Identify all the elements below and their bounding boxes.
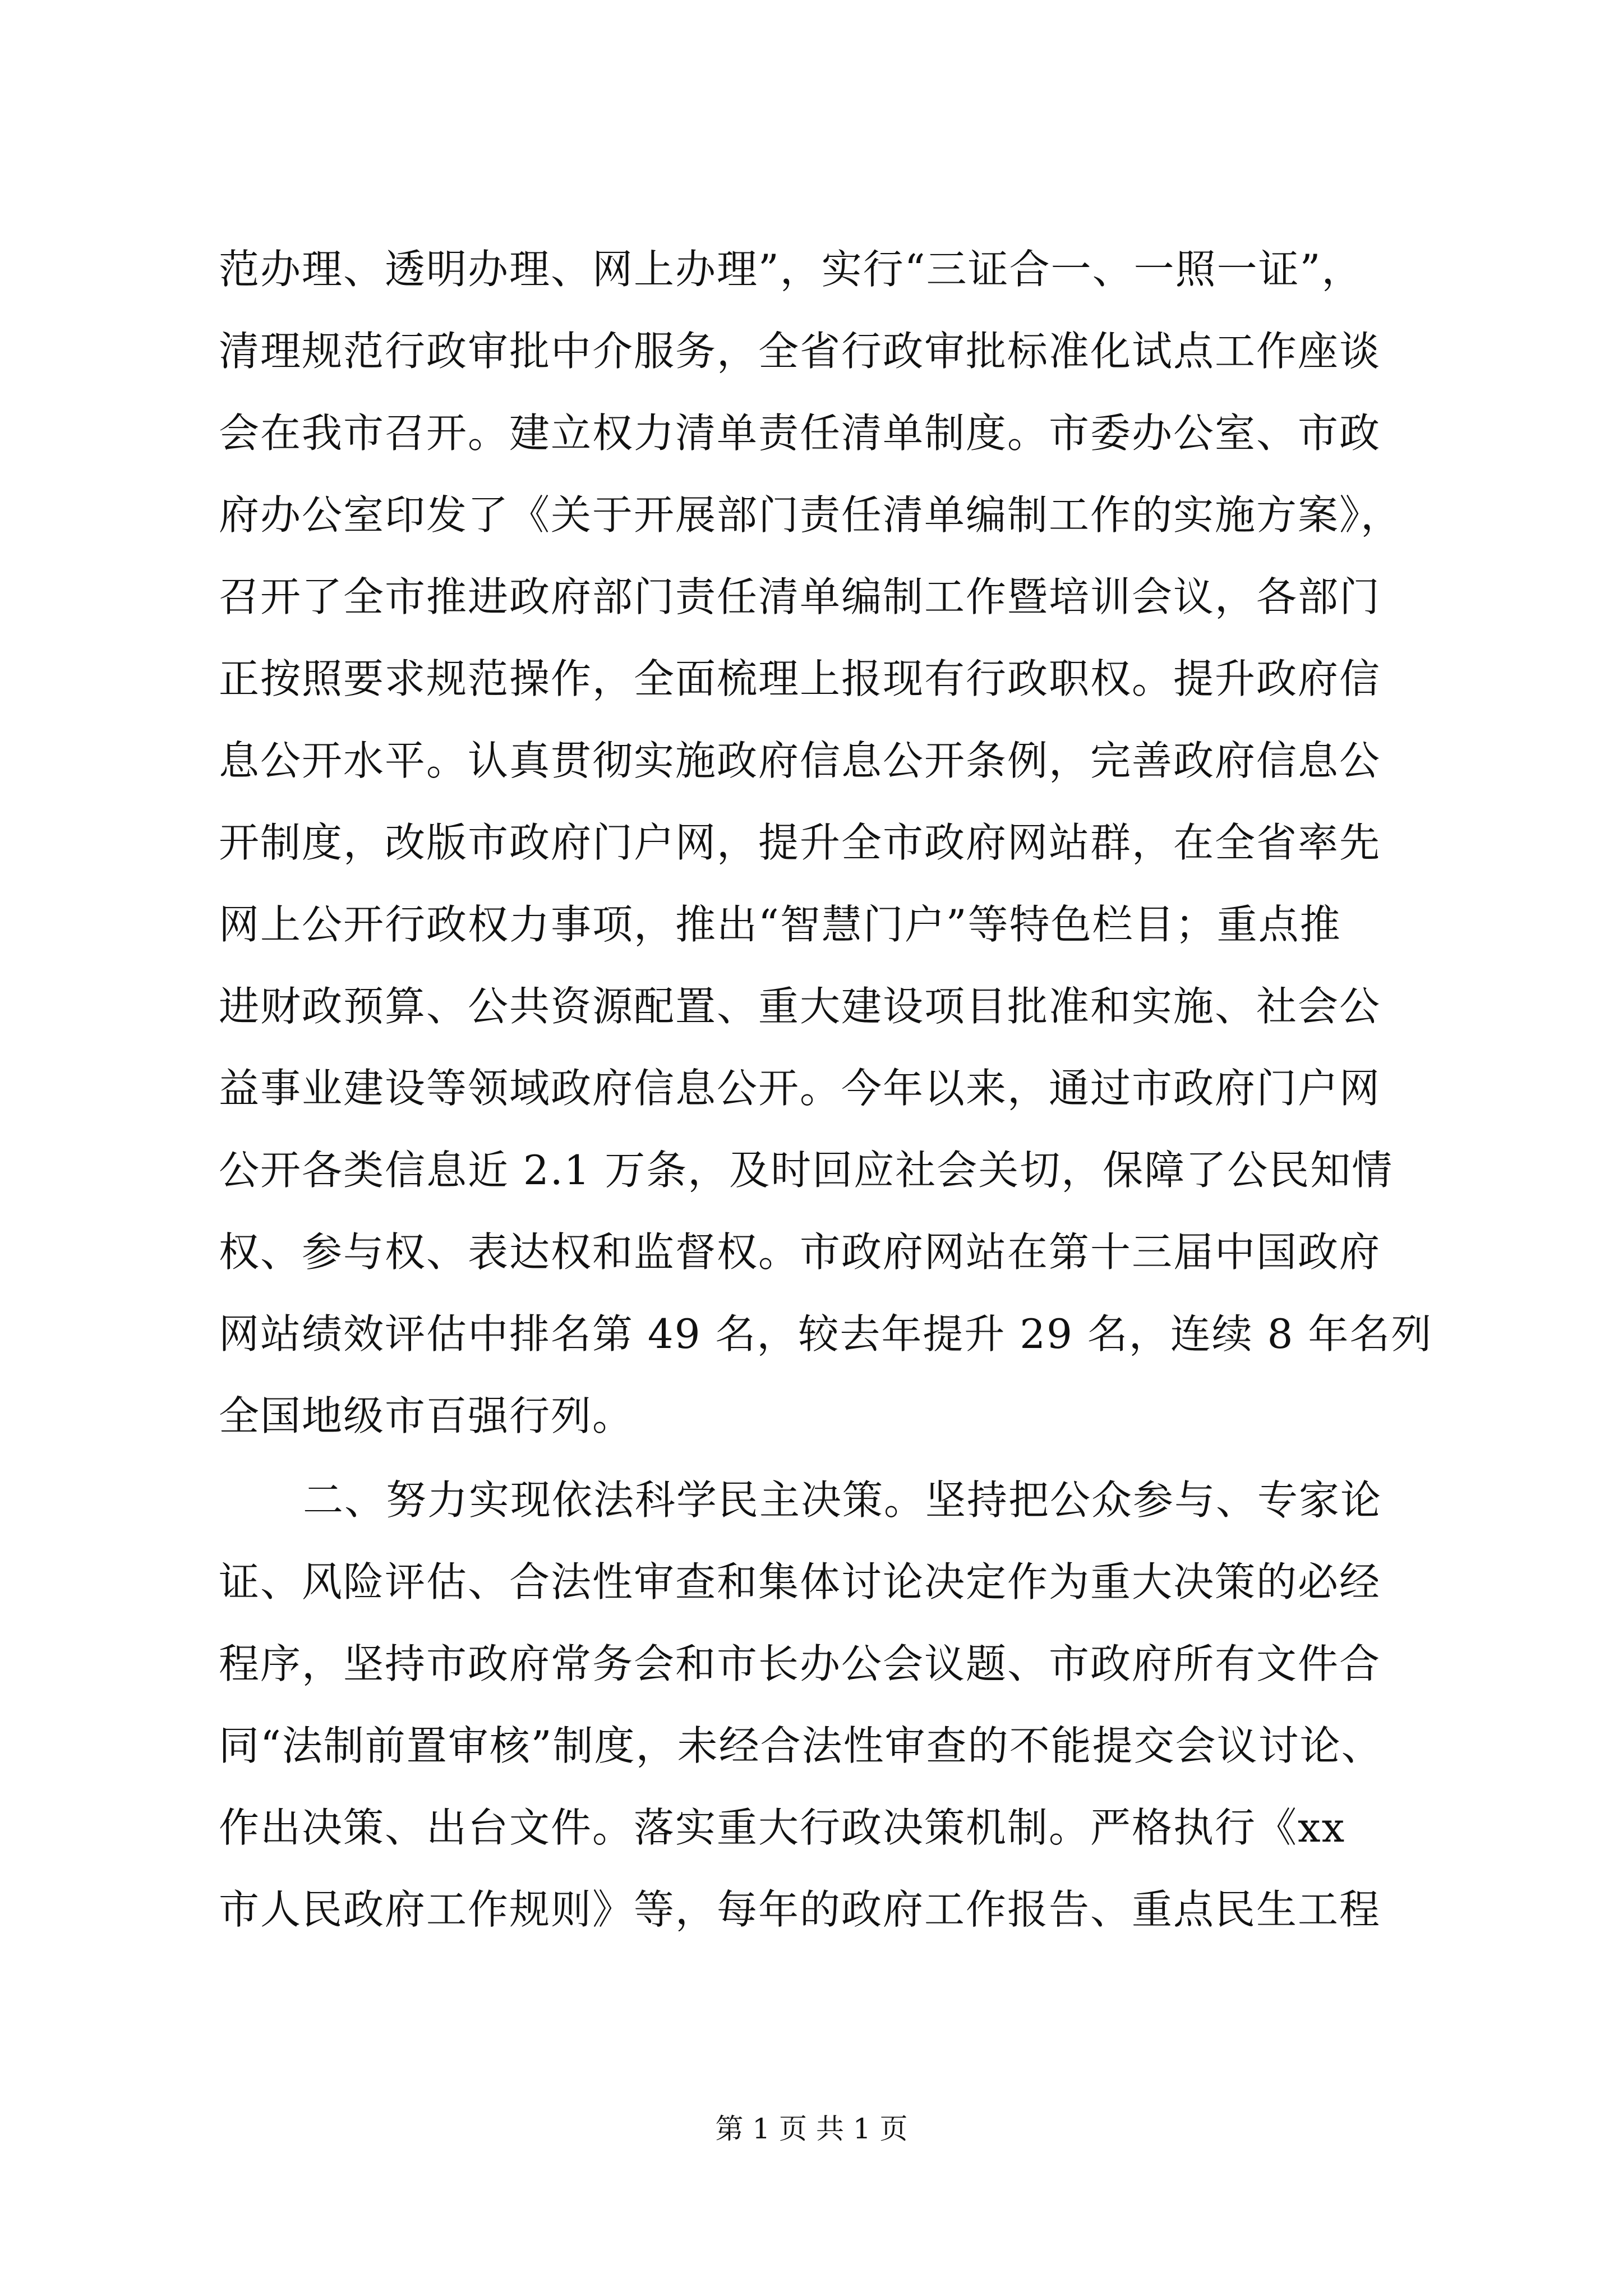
text-line: 作出决策、出台文件。落实重大行政决策机制。严格执行《xx xyxy=(219,1804,1346,1851)
text-line: 进财政预算、公共资源配置、重大建设项目批准和实施、社会公 xyxy=(219,983,1381,1030)
text-line: 范办理、透明办理、网上办理”，实行“三证合一、一照一证”， xyxy=(219,246,1363,293)
text-line: 市人民政府工作规则》等，每年的政府工作报告、重点民生工程 xyxy=(219,1886,1381,1933)
text-line: 证、风险评估、合法性审查和集体讨论决定作为重大决策的必经 xyxy=(219,1558,1381,1605)
paragraph-first-line: 二、努力实现依法科学民主决策。坚持把公众参与、专家论 xyxy=(303,1476,1382,1524)
text-line: 网站绩效评估中排名第 49 名，较去年提升 29 名，连续 8 年名列 xyxy=(219,1310,1433,1358)
text-line: 全国地级市百强行列。 xyxy=(219,1392,634,1439)
text-line: 开制度，改版市政府门户网，提升全市政府网站群，在全省率先 xyxy=(219,819,1381,866)
text-line: 同“法制前置审核”制度，未经合法性审查的不能提交会议讨论、 xyxy=(219,1722,1383,1769)
text-line: 息公开水平。认真贯彻实施政府信息公开条例，完善政府信息公 xyxy=(219,737,1381,784)
text-line: 会在我市召开。建立权力清单责任清单制度。市委办公室、市政 xyxy=(219,409,1381,457)
text-line: 公开各类信息近 2.1 万条，及时回应社会关切，保障了公民知情 xyxy=(219,1147,1394,1194)
text-line: 权、参与权、表达权和监督权。市政府网站在第十三届中国政府 xyxy=(219,1228,1381,1276)
text-line: 正按照要求规范操作，全面梳理上报现有行政职权。提升政府信 xyxy=(219,655,1381,702)
text-line: 清理规范行政审批中介服务，全省行政审批标准化试点工作座谈 xyxy=(219,328,1381,375)
text-line: 网上公开行政权力事项，推出“智慧门户”等特色栏目；重点推 xyxy=(219,901,1341,948)
text-line: 程序，坚持市政府常务会和市长办公会议题、市政府所有文件合 xyxy=(219,1640,1381,1687)
page-footer: 第 1 页 共 1 页 xyxy=(715,2113,908,2145)
text-line: 益事业建设等领域政府信息公开。今年以来，通过市政府门户网 xyxy=(219,1065,1381,1112)
text-line: 召开了全市推进政府部门责任清单编制工作暨培训会议，各部门 xyxy=(219,573,1381,620)
text-line: 府办公室印发了《关于开展部门责任清单编制工作的实施方案》， xyxy=(219,491,1403,539)
